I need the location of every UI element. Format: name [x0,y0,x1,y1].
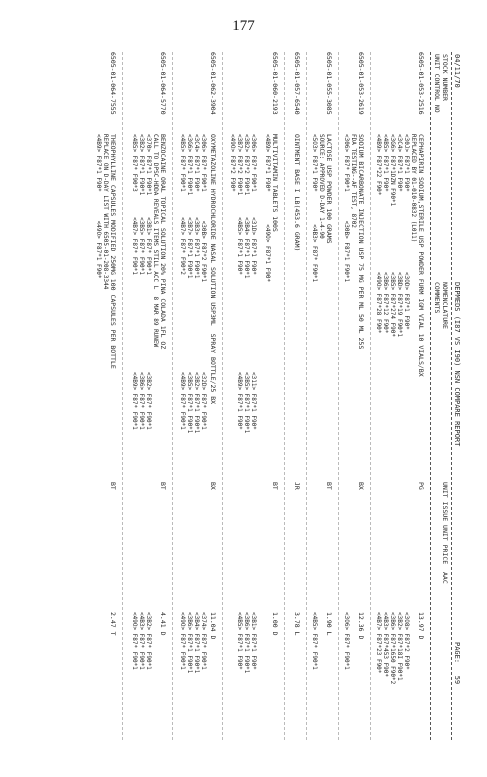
row-divider [284,52,285,740]
unit-issue: BX [357,482,365,490]
row-codes: CALL TO DPSC-HDDA REVEALS ITEMS STILL ACC L 8 MAR 89 RUNEW <370> F87*1 F90*1 <3B1> F87* F90*1 <3B2> F87*1 F90*1 <3B5> F87* F90*1 <4B5> F87* F90*3 <4B7> F87* F90*1 [131,134,159,348]
row-divider [338,52,339,740]
row-codes-b: <3OD> F87*1 F90* <3BD> F87*19 F90*1 <3B5> F87*274 F90* <3B6> F87*12 F90* <49O> F87*28 F90* [375,272,410,338]
price-codes: <4B5> F87* F90*1 [311,612,318,670]
unit-price: 1.90 L [325,612,333,636]
nomenclature: LACTOSE USP POWDER 100 GRAMS [325,134,333,244]
unit-issue: PG [417,482,425,490]
nomenclature: SODIUM BICARBONATE INJECTION USP 75 MG PER ML 50 ML 25S [357,134,365,350]
row-codes: FDA TESTING--AF TEST, 8702 <306> F87* F90*1 <30B> F87*1 F90*1 [343,134,357,283]
row-codes: REPLACE ON D-DAY LIST WITH 6505-01-208-3344 <4B9> F87*1 F90* <49O> F87*1 F90* [95,134,109,290]
row-divider [122,52,123,740]
row-codes-b: <3B2> F87* F90*1 <3B6> F87* F90*1 <4B9> F87* F90*1 [131,372,152,430]
row-codes-b: <32D> F87* F90*1 <3B2> F87*1 F90*1 <3B5> F87*1 F90*1 <4B9> F87* F90*1 [179,372,207,434]
price-codes: <3O6> F87* F90*1 [343,612,350,670]
unit-issue: JR [293,482,301,490]
price-codes: <3B1> F87*1 F90* <3B6> F87*1 F90*1 <4B5> F87*1 F90* [236,612,257,674]
row-codes: SOURCE: APPROVED D-DAY 1-4-90 <5O3> F87*1 F90* <4B3> F87* F90*1 [311,134,325,283]
unit-price: 1.00 D [271,612,279,636]
nomenclature: CEPHAPIRIN SODIUM,STERILE USP POWDER FURM IGM VIAL 10 VIALS/BX [417,134,425,377]
rotated-report-sheet [23,52,463,740]
header-rule [451,52,452,740]
unit-price: 12.36 D [357,612,365,640]
row-divider [306,52,307,740]
report-page-label: PAGE: 59 [453,642,461,685]
nomenclature: OINTMENT BASE I LB(453.6 GRAM) [293,134,301,252]
column-header-unit: UNIT ISSUE UNIT PRICE AAC [441,482,449,584]
report-date: 04/11/70 [453,54,461,88]
row-codes: REPLACED BY 01-010-0832 (L011) <30J> F87*1 F90* <3C4> F87*1 F90* <3G6> F87*1DZN F90*1 <4B5> F87*1 F90* <4B9> F87*22 F90* [375,134,417,243]
stock-number: 6505-01-064-7555 [109,52,117,115]
column-header-stock: STOCK NUMBER UNIT CONTROL NO [433,54,449,113]
row-divider [172,52,173,740]
nomenclature: MULTIVITAMIN TABLETS 100S [271,134,279,232]
nomenclature: BENZOCAINE ORAL TOPICAL SOLUTION 20% PINA COLADA 1FL OZ [159,134,167,350]
report-title: DEPMEDS (I87 VS I90) NSN COMPARE REPORT [453,282,461,447]
price-codes: <374> F87* F90*1 <3B4> F87*1 F90*1 <3B6> F87*1 F90*1 <49O> F87* F90*1 [179,612,207,674]
nomenclature: OXYMETAZOLINE HYDROCHLORIDE NASAL SOLUTION USP3ML SPRAY BOTTLE/25 BX [209,134,217,405]
header-rule-bottom [430,52,431,740]
price-codes: <3O8> F87*2 F90* <3B2> F87*18I F90*1 <3B6> F87*1650 F90*2 <4B3> F87*453 F90* <4B7> F87*23 F90* [375,612,410,685]
page-number: 177 [232,18,255,34]
row-codes: <4B9> F87*1 F90* <49O> F87*1 F90* <306> F87* F90*1 <31D> F87*1 F90* <3B2> F87*2 F90*1 <3B4> F87*1 F90*1 <3B7> F87*2 F90*1 <4B5> F87*1 F90* <49O> F87*2 F90* [229,134,271,283]
price-codes: <3B2> F87* F90*1 <4B3> F87* F90*1 <49O> F87* F90*1 [131,612,152,670]
unit-issue: BT [325,482,333,490]
stock-number: 6505-01-055-3085 [325,52,333,115]
unit-price: 13.97 D [417,612,425,640]
row-codes-b: <311> F87*1 F90* <3B5> F87*1 F90*1 <4B9> F87*1 F90* [236,372,257,434]
row-codes: <306> F87* F90*1 <30B> F87*2 F90*1 <3C4> F87*1 F90* <3B3> F87*1 F90*1 <3G6> F87*1 F90*1 <3B7> F87*1 F90*1 <4B5> F87* F90*1 <4B7> F87* F90*2 [179,134,207,283]
row-divider [370,52,371,740]
nomenclature: THEOPHYLLINE CAPSULES MODIFIED 250MG 100 CAPSULES PER BOTTLE [109,134,117,369]
unit-issue: BT [271,482,279,490]
column-header-nomenclature: NOMENCLATURE COMMENTS [433,282,449,329]
unit-issue: BX [209,482,217,490]
stock-number: 6505-01-060-2193 [271,52,279,115]
unit-price: 11.04 D [209,612,217,640]
stock-number: 6505-01-053-2516 [417,52,425,115]
stock-number: 6505-01-064-5770 [159,52,167,115]
unit-issue: BT [109,482,117,490]
unit-price: 2.47 T [109,612,117,636]
stock-number: 6505-01-057-6540 [293,52,301,115]
unit-price: 3.78 L [293,612,301,636]
unit-price: 4.41 D [159,612,167,636]
stock-number: 6505-01-062-3904 [209,52,217,115]
unit-issue: BT [159,482,167,490]
row-divider [222,52,223,740]
stock-number: 6505-01-053-2619 [357,52,365,115]
